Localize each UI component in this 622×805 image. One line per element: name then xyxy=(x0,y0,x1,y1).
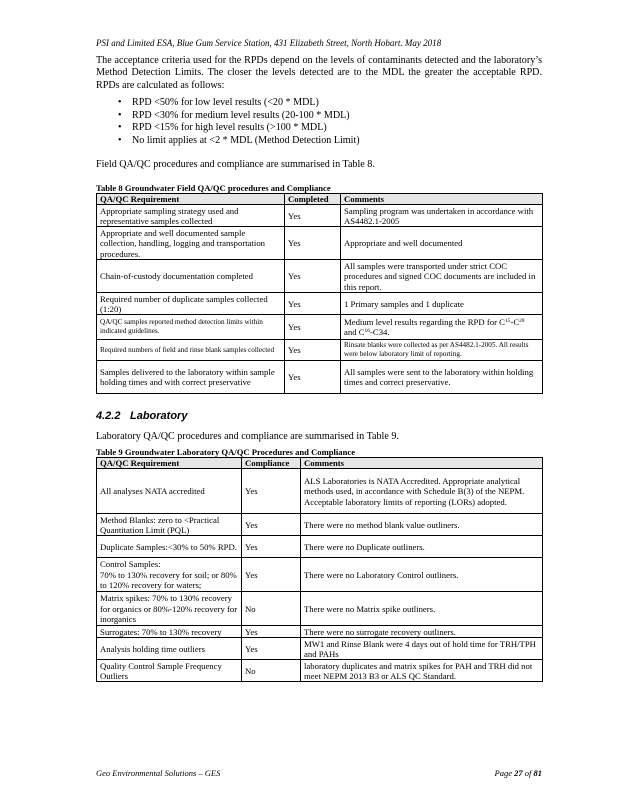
table-cell: There were no method blank value outliners. xyxy=(301,514,543,536)
table-cell: Samples delivered to the laboratory within sample holding times and with correct preservative xyxy=(97,361,285,394)
table-cell: Analysis holding time outliers xyxy=(97,638,242,660)
list-item: • RPD <30% for medium level results (20-100 * MDL) xyxy=(118,109,350,121)
intro-paragraph: The acceptance criteria used for the RPDs depend on the levels of contaminants detected and the laboratory’s Method Detection Limits. The closer the levels detected are to the MDL the greater the acceptable RPD. RPDs are calculated as follows: xyxy=(96,55,542,91)
table-cell: All samples were sent to the laboratory within holding times and correct preservative. xyxy=(341,361,543,394)
table-header-row xyxy=(97,458,543,469)
table-cell: Appropriate and well documented sample collection, handling, logging and transportation procedures. xyxy=(97,227,285,260)
bullet-icon: • xyxy=(118,122,122,134)
table-cell: Yes xyxy=(285,340,341,361)
column-header: Completed xyxy=(285,194,341,205)
table-cell: Yes xyxy=(242,536,301,558)
table-cell: laboratory duplicates and matrix spikes for PAH and TRH did not meet NEPM 2013 B3 or ALS QC Standard. xyxy=(301,660,543,682)
table-cell: All samples were transported under strict COC procedures and signed COC documents are included in this report. xyxy=(341,260,543,293)
table-row xyxy=(97,340,543,361)
table-cell: There were no Laboratory Control outliners. xyxy=(301,558,543,592)
table-row xyxy=(97,660,543,682)
table-cell: Yes xyxy=(285,260,341,293)
table-cell: Yes xyxy=(242,626,301,638)
table-row xyxy=(97,638,543,660)
table-row xyxy=(97,592,543,626)
footer-company: Geo Environmental Solutions – GES xyxy=(96,768,221,778)
table-header-row xyxy=(97,194,543,205)
table-row xyxy=(97,469,543,514)
bullet-icon: • xyxy=(118,109,122,121)
table9-lab-qaqc xyxy=(96,457,543,682)
table-cell: All analyses NATA accredited xyxy=(97,469,242,514)
table-cell: Appropriate and well documented xyxy=(341,227,543,260)
column-header: QA/QC Requirement xyxy=(97,194,285,205)
table-cell: There were no Matrix spike outliners. xyxy=(301,592,543,626)
table-row xyxy=(97,558,543,592)
table-cell: Required number of duplicate samples collected (1:20) xyxy=(97,293,285,315)
list-item: • RPD <15% for high level results (>100 * MDL) xyxy=(118,122,327,134)
bullet-icon: • xyxy=(118,97,122,108)
table8-field-qaqc xyxy=(96,193,543,394)
table-row xyxy=(97,361,543,394)
table-row xyxy=(97,626,543,638)
table-cell: Surrogates: 70% to 130% recovery xyxy=(97,626,242,638)
table-cell: Appropriate sampling strategy used and representative samples collected xyxy=(97,205,285,227)
field-summary-paragraph: Field QA/QC procedures and compliance are summarised in Table 8. xyxy=(96,159,375,170)
table-cell: Yes xyxy=(242,638,301,660)
table-row xyxy=(97,536,543,558)
list-item: • RPD <50% for low level results (<20 * MDL) xyxy=(118,97,319,108)
table-cell: Chain-of-custody documentation completed xyxy=(97,260,285,293)
table-cell: No xyxy=(242,592,301,626)
table-cell: Yes xyxy=(285,293,341,315)
table8-caption: Table 8 Groundwater Field QA/QC procedures and Compliance xyxy=(96,183,331,193)
list-item: • No limit applies at <2 * MDL (Method Detection Limit) xyxy=(118,134,360,146)
column-header: Comments xyxy=(301,458,543,469)
table-cell: QA/QC samples reported method detection limits within indicated guidelines. xyxy=(97,315,285,340)
table-cell: Yes xyxy=(285,227,341,260)
table-cell: Control Samples: 70% to 130% recovery for soil; or 80% to 120% recovery for waters; xyxy=(97,558,242,592)
table-cell: There were no surrogate recovery outliners. xyxy=(301,626,543,638)
column-header: QA/QC Requirement xyxy=(97,458,242,469)
table-row xyxy=(97,514,543,536)
table-row xyxy=(97,293,543,315)
table-cell: Rinsate blanks were collected as per AS4482.1-2005. All results were below laboratory limit of reporting. xyxy=(341,340,543,361)
table-cell: Required numbers of field and rinse blank samples collected xyxy=(97,340,285,361)
table-cell: There were no Duplicate outliners. xyxy=(301,536,543,558)
table-row xyxy=(97,205,543,227)
table-cell: Yes xyxy=(242,514,301,536)
table-cell: Duplicate Samples:<30% to 50% RPD. xyxy=(97,536,242,558)
table-cell: Quality Control Sample Frequency Outliers xyxy=(97,660,242,682)
column-header: Compliance xyxy=(242,458,301,469)
table-cell: Medium level results regarding the RPD for $C^{15}-C^{28}$ and $C^{16}-C34$. xyxy=(341,315,543,340)
table-cell: Yes xyxy=(242,558,301,592)
table-row xyxy=(97,260,543,293)
column-header: Comments xyxy=(341,194,543,205)
table-cell: Yes xyxy=(285,315,341,340)
table-cell: MW1 and Rinse Blank were 4 days out of hold time for TRH/TPH and PAHs xyxy=(301,638,543,660)
table-cell: Yes xyxy=(285,361,341,394)
table-cell: ALS Laboratories is NATA Accredited. Appropriate analytical methods used, in accordance with Schedule B(3) of the NEPM. Acceptable laboratory limits of reporting (LORs) adopted. xyxy=(301,469,543,514)
table-cell: Yes xyxy=(242,469,301,514)
bullet-icon: • xyxy=(118,134,122,146)
table-cell: Sampling program was undertaken in accordance with AS4482.1-2005 xyxy=(341,205,543,227)
table-cell: Method Blanks: zero to <Practical Quantitation Limit (PQL) xyxy=(97,514,242,536)
table-cell: Matrix spikes: 70% to 130% recovery for organics or 80%-120% recovery for inorganics xyxy=(97,592,242,626)
page-header: PSI and Limited ESA, Blue Gum Service Station, 431 Elizabeth Street, North Hobart. May 2018 xyxy=(96,38,442,48)
lab-summary-paragraph: Laboratory QA/QC procedures and compliance are summarised in Table 9. xyxy=(96,431,399,442)
rpd-bullet-list xyxy=(118,97,360,147)
section-heading: 4.2.2 Laboratory xyxy=(96,410,188,422)
table-cell: 1 Primary samples and 1 duplicate xyxy=(341,293,543,315)
table-row xyxy=(97,315,543,340)
footer-page-number: Page 27 of 81 xyxy=(494,768,542,778)
table-cell: Yes xyxy=(285,205,341,227)
table-row xyxy=(97,227,543,260)
table9-caption: Table 9 Groundwater Laboratory QA/QC Procedures and Compliance xyxy=(96,447,356,457)
table-cell: No xyxy=(242,660,301,682)
